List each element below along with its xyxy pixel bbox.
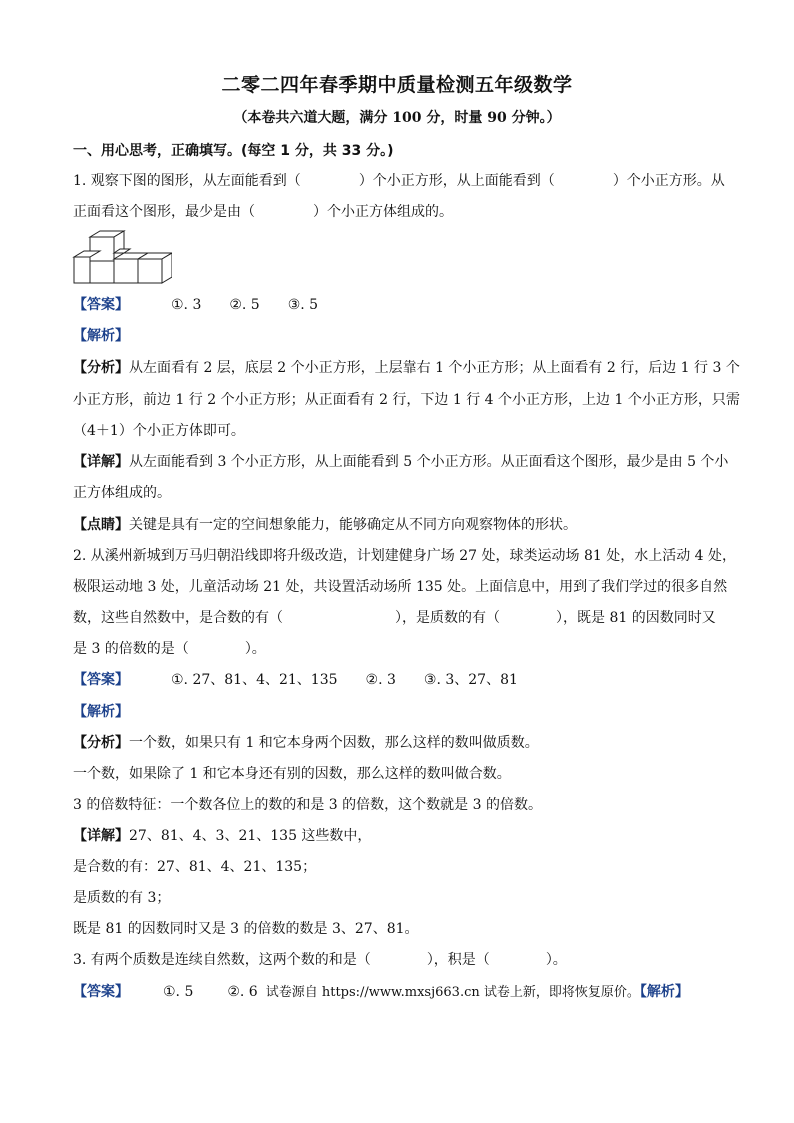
- fenxi-q1-line-2: 小正方形，前边 1 行 2 个小正方形；从正面看有 2 行，下边 1 行 4 个小正方形，上边 1 个小正方形，只需: [73, 392, 740, 408]
- answer-label: 【答案】: [73, 297, 129, 313]
- fenxi-q2-line-1: 【分析】一个数，如果只有 1 和它本身两个因数，那么这样的数叫做质数。: [73, 735, 539, 751]
- question-1-line-2: 正面看这个图形，最少是由（ ）个小正方体组成的。: [73, 204, 453, 220]
- analysis-label-q1: 【解析】: [73, 328, 129, 344]
- analysis-label-q2: 【解析】: [73, 704, 129, 720]
- document-title: 二零二四年春季期中质量检测五年级数学: [221, 74, 573, 96]
- detail-q1-line-1: 【详解】从左面能看到 3 个小正方形，从上面能看到 5 个小正方形。从正面看这个图形，最少是由 5 个小: [73, 454, 729, 470]
- section-heading: 一、用心思考，正确填写。(每空 1 分，共 33 分。): [73, 143, 394, 159]
- source-watermark: 试卷源自 https://www.mxsj663.cn 试卷上新，即将恢复原价。: [265, 985, 640, 1000]
- question-2-line-4: 是 3 的倍数的是（ ）。: [73, 641, 266, 657]
- answer-row-q1: 【答案】 ①. 3 ②. 5 ③. 5: [73, 297, 319, 313]
- question-2-line-1: 2. 从溪州新城到万马归朝沿线即将升级改造，计划建健身广场 27 处，球类运动场 81 处，水上活动 4 处，: [73, 548, 737, 564]
- detail-q2-line-3: 是质数的有 3；: [73, 890, 171, 906]
- fenxi-q2-line-2: 一个数，如果除了 1 和它本身还有别的因数，那么这样的数叫做合数。: [73, 766, 511, 782]
- detail-q2-line-1: 【详解】27、81、4、3、21、135 这些数中，: [73, 828, 372, 844]
- answer-row-q3: 【答案】 ①. 5 ②. 6 试卷源自 https://www.mxsj663.cn 试卷上新，即将恢复原价。【解析】: [73, 984, 689, 1000]
- comment-q1: 【点睛】关键是具有一定的空间想象能力，能够确定从不同方向观察物体的形状。: [73, 517, 577, 533]
- document-subtitle: （本卷共六道大题，满分 100 分，时量 90 分钟。）: [233, 110, 561, 126]
- detail-q1-line-2: 正方体组成的。: [73, 485, 171, 501]
- fenxi-q1-line-3: （4＋1）个小正方体即可。: [73, 423, 245, 439]
- answer-row-q2: 【答案】 ①. 27、81、4、21、135 ②. 3 ③. 3、27、81: [73, 672, 518, 688]
- fenxi-q1-line-1: 【分析】从左面看有 2 层，底层 2 个小正方形，上层靠右 1 个小正方形；从上面看有 2 行，后边 1 行 3 个: [73, 360, 740, 376]
- cube-figure: [72, 229, 172, 289]
- question-3-line-1: 3. 有两个质数是连续自然数，这两个数的和是（ ），积是（ ）。: [73, 952, 567, 968]
- detail-q2-line-4: 既是 81 的因数同时又是 3 的倍数的数是 3、27、81。: [73, 921, 419, 937]
- question-2-line-3: 数，这些自然数中，是合数的有（ ），是质数的有（ ），既是 81 的因数同时又: [73, 610, 716, 626]
- fenxi-q2-line-3: 3 的倍数特征：一个数各位上的数的和是 3 的倍数，这个数就是 3 的倍数。: [73, 797, 542, 813]
- question-2-line-2: 极限运动地 3 处，儿童活动场 21 处，共设置活动场所 135 处。上面信息中，用到了我们学过的很多自然: [73, 579, 728, 595]
- detail-q2-line-2: 是合数的有：27、81、4、21、135；: [73, 859, 317, 875]
- question-1-line-1: 1. 观察下图的图形，从左面能看到（ ）个小正方形，从上面能看到（ ）个小正方形。从: [73, 173, 725, 189]
